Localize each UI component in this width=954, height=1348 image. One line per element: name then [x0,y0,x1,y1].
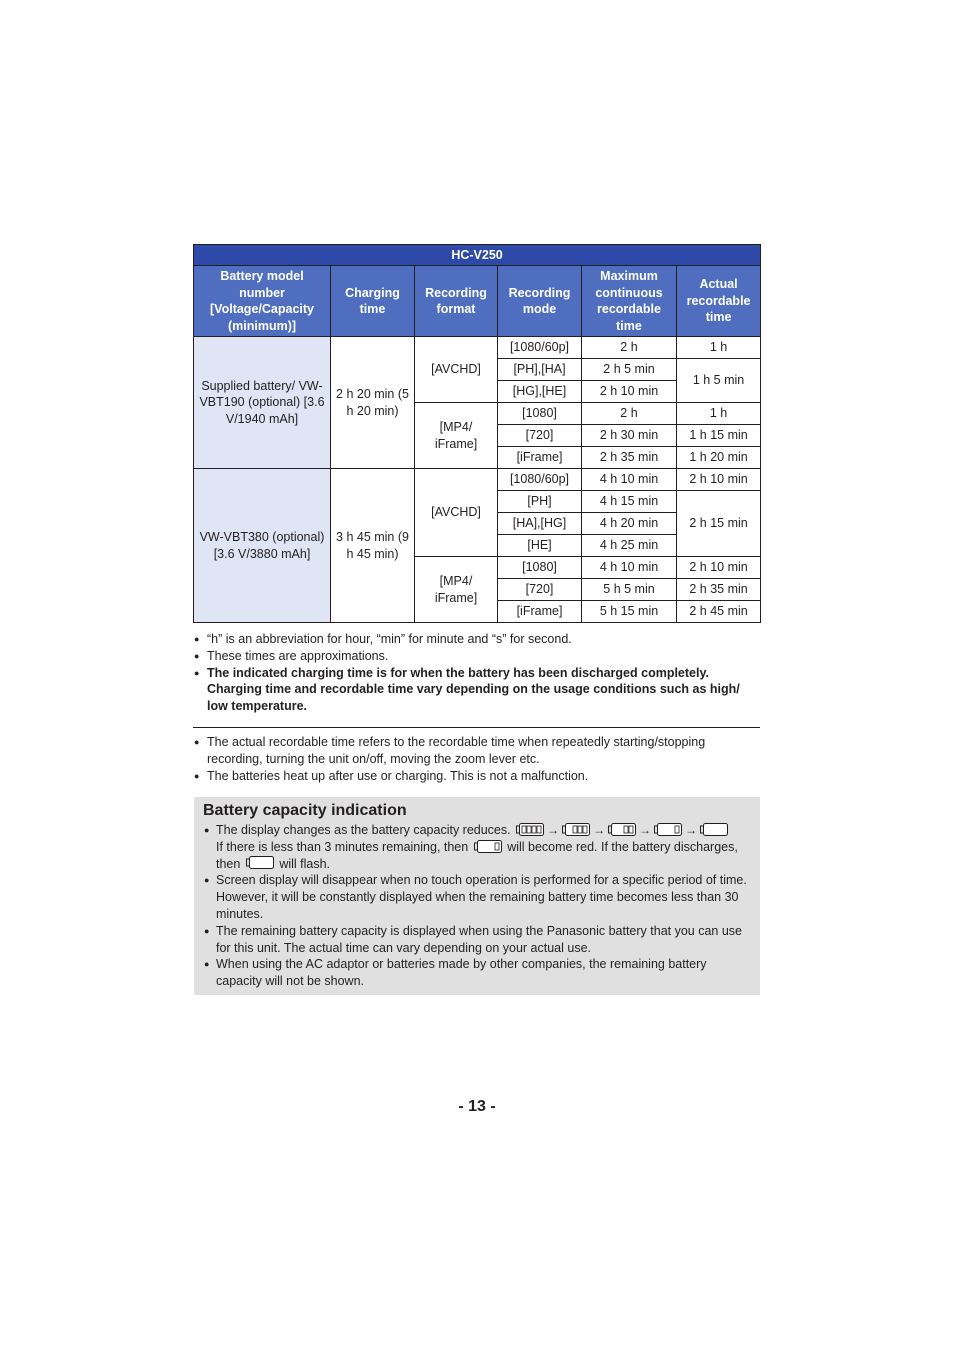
table-notes [193,631,763,715]
note-text: When using the AC adaptor or batteries made by other companies, the remaining battery capacity will not be shown. [216,957,707,989]
actual-time-cell: 1 h [677,337,761,359]
recording-mode-cell: [HG],[HE] [498,381,582,403]
note-text: will become red. If the battery discharges, then [216,839,738,871]
bullet-icon: ● [204,875,210,886]
actual-time-cell: 1 h 5 min [677,359,761,403]
actual-time-cell: 2 h 10 min [677,469,761,491]
actual-time-cell: 2 h 15 min [677,491,761,557]
bullet-icon: ● [194,634,200,644]
battery-3-bars-icon [562,823,590,836]
list-item [193,648,763,665]
max-time-cell: 5 h 15 min [582,601,677,623]
bullet-icon: ● [194,667,200,678]
actual-time-cell: 1 h 20 min [677,447,761,469]
max-time-cell: 4 h 15 min [582,491,677,513]
max-time-cell: 4 h 25 min [582,535,677,557]
list-item [203,956,751,990]
actual-time-cell: 1 h 15 min [677,425,761,447]
list-item [203,872,751,922]
header-battery-model: Battery model number [Voltage/Capacity (minimum)] [194,266,331,337]
actual-time-cell: 2 h 45 min [677,601,761,623]
page-number: - 13 - [458,1098,496,1115]
header-recording-mode: Recording mode [498,266,582,337]
max-time-cell: 4 h 10 min [582,557,677,579]
recording-format-cell: [AVCHD] [415,469,498,557]
battery-1-bar-icon [474,840,502,853]
battery-2-bars-icon [608,823,636,836]
charging-time-cell: 2 h 20 min (5 h 20 min) [331,337,415,469]
actual-time-cell: 2 h 10 min [677,557,761,579]
max-time-cell: 2 h [582,403,677,425]
recording-mode-cell: [1080] [498,557,582,579]
note-text: The display changes as the battery capacity reduces. [216,823,511,837]
header-charging-time: Charging time [331,266,415,337]
section-title: Battery capacity indication [203,802,407,819]
note-text: The indicated charging time is for when the battery has been discharged completely. Charging time and recordable time vary depending on the usage conditions such as high/ low temperature. [207,665,740,714]
table-row [194,469,761,491]
header-max-recordable: Maximum continuous recordable time [582,266,677,337]
recording-mode-cell: [PH] [498,491,582,513]
bullet-icon: ● [204,825,210,835]
battery-1-bar-icon [654,823,682,836]
bullet-icon: ● [204,959,210,970]
header-actual-recordable: Actual recordable time [677,266,761,337]
recording-mode-cell: [PH],[HA] [498,359,582,381]
recording-mode-cell: [HA],[HG] [498,513,582,535]
battery-notes [203,822,751,990]
max-time-cell: 4 h 20 min [582,513,677,535]
max-time-cell: 2 h 35 min [582,447,677,469]
arrow-icon: → [593,823,606,837]
note-text: will flash. [279,856,331,871]
recording-format-cell: [MP4/ iFrame] [415,557,498,623]
recording-format-cell: [AVCHD] [415,337,498,403]
recording-mode-cell: [1080/60p] [498,337,582,359]
max-time-cell: 2 h [582,337,677,359]
recording-format-cell: [MP4/ iFrame] [415,403,498,469]
battery-empty-icon [246,856,274,869]
actual-time-cell: 1 h [677,403,761,425]
max-time-cell: 2 h 10 min [582,381,677,403]
max-time-cell: 2 h 30 min [582,425,677,447]
arrow-icon: → [639,823,652,837]
max-time-cell: 2 h 5 min [582,359,677,381]
recording-mode-cell: [1080/60p] [498,469,582,491]
arrow-icon: → [685,823,698,837]
list-item [203,923,751,957]
list-item [193,665,763,715]
note-text: These times are approximations. [207,648,389,663]
table-row [194,337,761,359]
recording-mode-cell: [1080] [498,403,582,425]
recording-mode-cell: [iFrame] [498,447,582,469]
note-text: If there is less than 3 minutes remaining, then [216,839,469,854]
table-title: HC-V250 [194,245,761,266]
recording-mode-cell: [HE] [498,535,582,557]
list-item [193,734,763,768]
list-item [193,631,763,648]
list-item [193,768,763,785]
bullet-icon: ● [204,925,210,936]
bullet-icon: ● [194,650,200,661]
recording-mode-cell: [720] [498,579,582,601]
general-notes [193,734,763,784]
battery-capacity-box [194,797,760,995]
battery-model-cell: VW-VBT380 (optional) [3.6 V/3880 mAh] [194,469,331,623]
note-text: The actual recordable time refers to the recordable time when repeatedly starting/stopping recording, turning the unit on/off, moving the zoom lever etc. [207,735,706,766]
actual-time-cell: 2 h 35 min [677,579,761,601]
bullet-icon: ● [194,737,200,747]
note-text: “h” is an abbreviation for hour, “min” for minute and “s” for second. [207,632,572,646]
max-time-cell: 5 h 5 min [582,579,677,601]
list-item [203,822,751,872]
note-text: Screen display will disappear when no touch operation is performed for a specific period of time. However, it will be constantly displayed when the remaining battery time becomes less than 30 minutes. [216,873,747,921]
note-text: The remaining battery capacity is displayed when using the Panasonic battery that you can use for this unit. The actual time can vary depending on your actual use. [216,923,743,955]
arrow-icon: → [547,823,560,837]
battery-model-cell: Supplied battery/ VW-VBT190 (optional) [3.6 V/1940 mAh] [194,337,331,469]
divider [193,727,760,728]
bullet-icon: ● [194,770,200,781]
battery-spec-table [193,244,761,623]
battery-empty-icon [700,823,728,836]
charging-time-cell: 3 h 45 min (9 h 45 min) [331,469,415,623]
recording-mode-cell: [720] [498,425,582,447]
recording-mode-cell: [iFrame] [498,601,582,623]
header-recording-format: Recording format [415,266,498,337]
max-time-cell: 4 h 10 min [582,469,677,491]
battery-4-bars-icon [516,823,544,836]
note-text: The batteries heat up after use or charging. This is not a malfunction. [207,768,589,783]
